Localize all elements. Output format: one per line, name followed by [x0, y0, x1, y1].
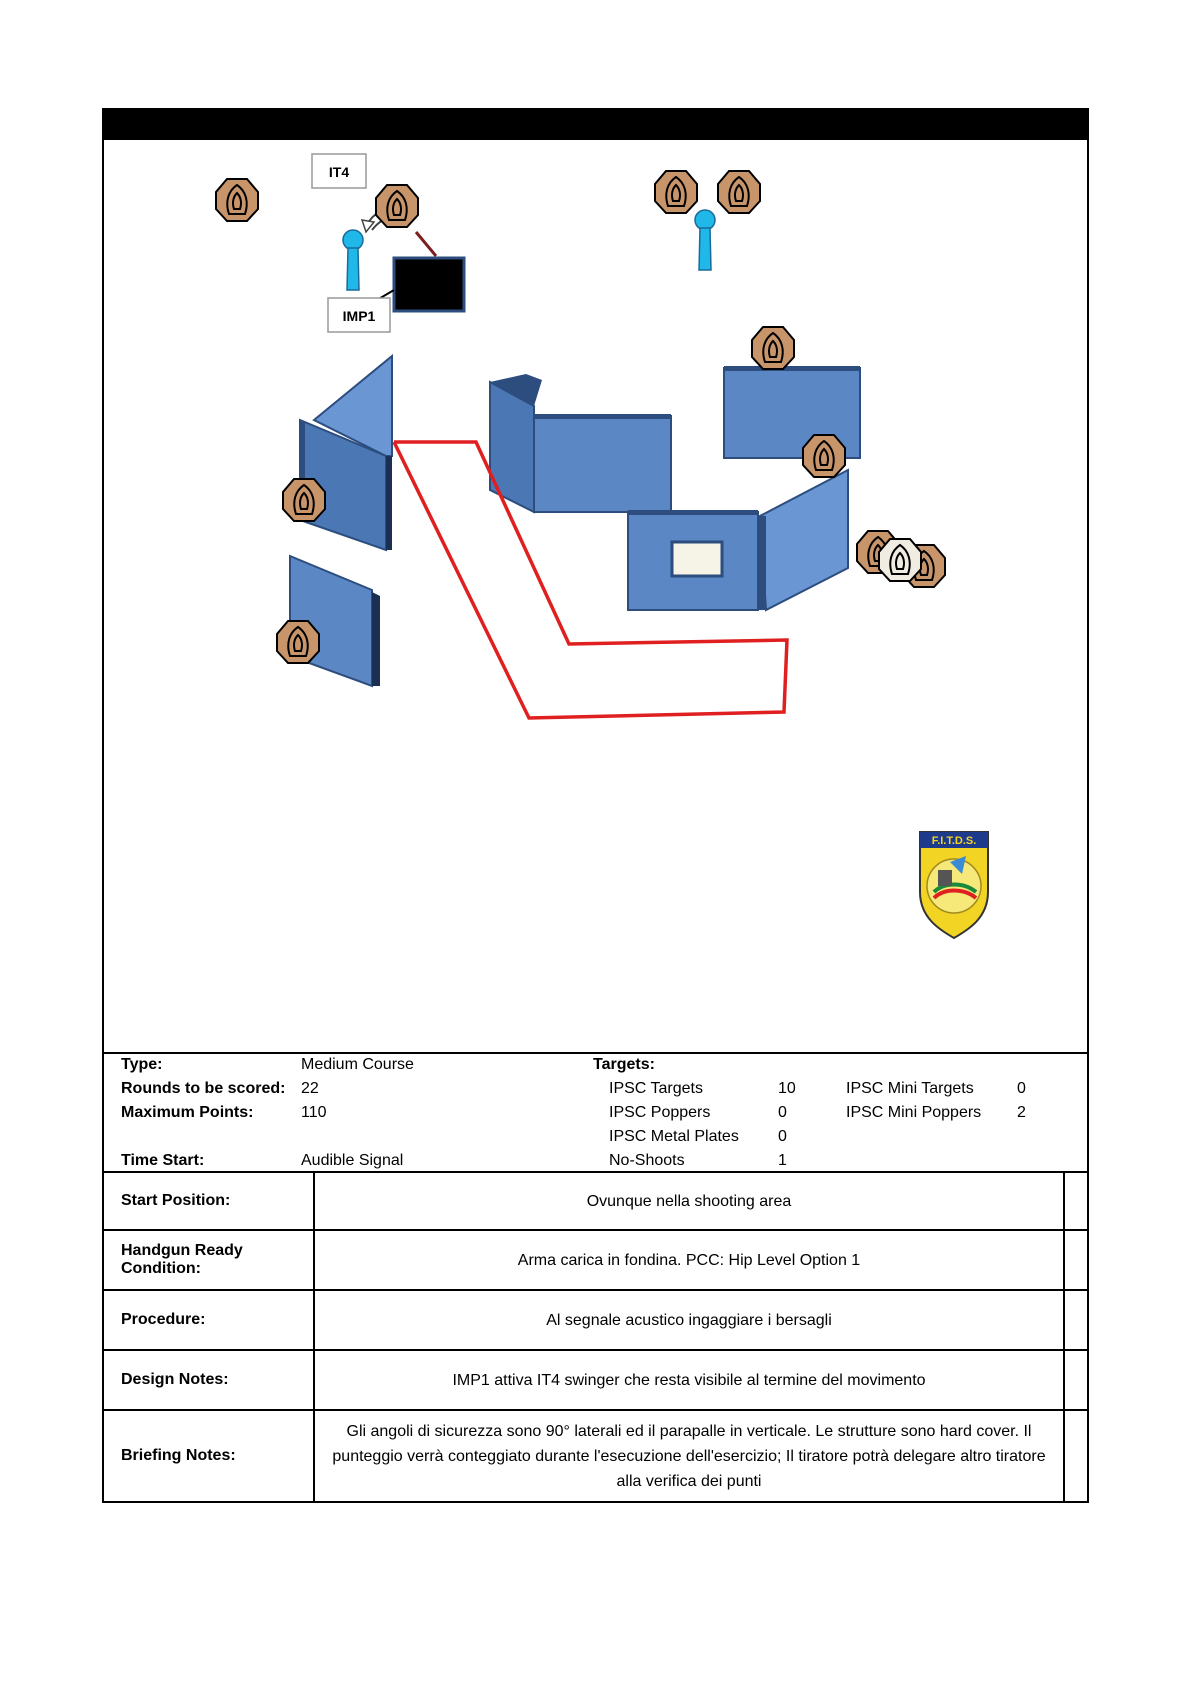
notes-value: Al segnale acustico ingaggiare i bersagli [314, 1290, 1064, 1350]
stage-sheet [102, 108, 1089, 1490]
mini-target-count: 0 [1017, 1080, 1026, 1097]
notes-empty-cell [1064, 1172, 1088, 1230]
notes-empty-cell [1064, 1230, 1088, 1290]
notes-label: Briefing Notes: [103, 1410, 314, 1502]
target-type-name: IPSC Targets [609, 1080, 703, 1097]
target-type-name: IPSC Metal Plates [609, 1128, 739, 1145]
ipsc-target-icon [718, 171, 760, 213]
ipsc-target-icon [283, 479, 325, 521]
targets-label: Targets: [593, 1056, 655, 1073]
stage-diagram-frame [102, 140, 1089, 1052]
mini-target-name: IPSC Mini Targets [846, 1080, 974, 1097]
notes-empty-cell [1064, 1350, 1088, 1410]
notes-label: Design Notes: [103, 1350, 314, 1410]
notes-row [103, 1410, 1088, 1502]
ipsc-target-icon [803, 435, 845, 477]
title-bar [102, 108, 1089, 140]
notes-row [103, 1290, 1088, 1350]
target-type-name: IPSC Poppers [609, 1104, 711, 1121]
notes-value: Arma carica in fondina. PCC: Hip Level Option 1 [314, 1230, 1064, 1290]
timestart-value: Audible Signal [301, 1152, 404, 1169]
notes-row [103, 1230, 1088, 1290]
ipsc-target-icon [277, 621, 319, 663]
ipsc-target-icon [376, 185, 418, 227]
target-type-count: 10 [778, 1080, 796, 1097]
ipsc-target-icon [655, 171, 697, 213]
type-value: Medium Course [301, 1056, 414, 1073]
target-type-count: 0 [778, 1104, 787, 1121]
label-box-it4 [312, 154, 366, 188]
stage-diagram [104, 140, 1087, 1052]
mini-target-count: 2 [1017, 1104, 1026, 1121]
rounds-label: Rounds to be scored: [121, 1080, 286, 1097]
stage-info [102, 1052, 1089, 1172]
notes-label: Handgun Ready Condition: [103, 1230, 314, 1290]
mini-popper-icon [343, 230, 363, 290]
label-imp1: IMP1 [342, 308, 376, 324]
ipsc-target-icon [216, 179, 258, 221]
fitds-logo [920, 832, 988, 938]
fitds-logo-text: F.I.T.D.S. [931, 835, 977, 847]
target-type-name: No-Shoots [609, 1152, 685, 1169]
maxpoints-value: 110 [301, 1104, 327, 1121]
notes-empty-cell [1064, 1290, 1088, 1350]
mini-target-name: IPSC Mini Poppers [846, 1104, 982, 1121]
notes-row [103, 1172, 1088, 1230]
label-it4: IT4 [328, 164, 350, 180]
notes-label: Procedure: [103, 1290, 314, 1350]
timestart-label: Time Start: [121, 1152, 205, 1169]
wall-center-right [534, 414, 671, 512]
stage-notes-table [102, 1171, 1089, 1503]
notes-value: Gli angoli di sicurezza sono 90° laterali ed il parapalle in verticale. Le strutture sono hard cover. Il punteggio verrà conteggiato durante l'esecuzione dell'esercizio; Il tiratore potrà delegare altro tiratore alla verifica dei punti [314, 1410, 1064, 1502]
type-label: Type: [121, 1056, 163, 1073]
no-shoot-icon [879, 539, 921, 581]
notes-value: IMP1 attiva IT4 swinger che resta visibile al termine del movimento [314, 1350, 1064, 1410]
label-box-imp1 [328, 298, 390, 332]
notes-empty-cell [1064, 1410, 1088, 1502]
rounds-value: 22 [301, 1080, 319, 1097]
target-type-count: 1 [778, 1152, 787, 1169]
notes-value: Ovunque nella shooting area [314, 1172, 1064, 1230]
mini-popper-icon [695, 210, 715, 270]
notes-row [103, 1350, 1088, 1410]
ipsc-target-icon [752, 327, 794, 369]
maxpoints-label: Maximum Points: [121, 1104, 254, 1121]
wall-window [628, 510, 758, 610]
notes-label: Start Position: [103, 1172, 314, 1230]
target-type-count: 0 [778, 1128, 787, 1145]
wall-right-angled [758, 470, 848, 610]
